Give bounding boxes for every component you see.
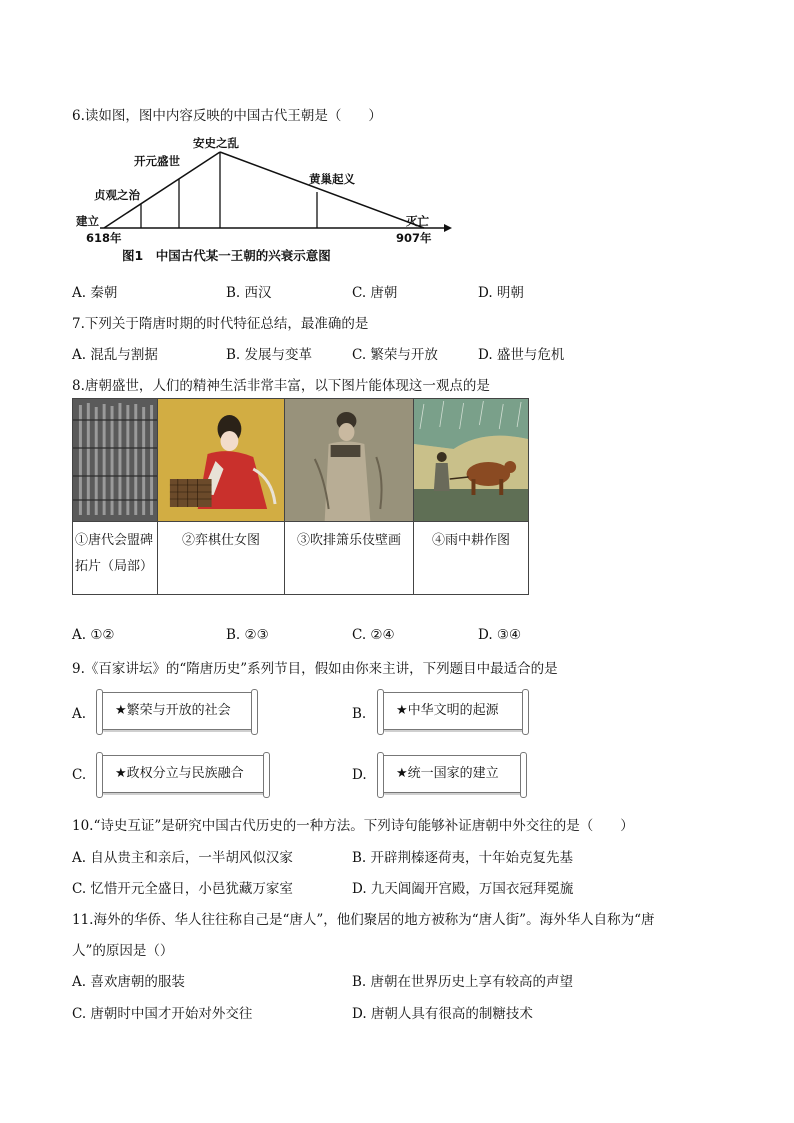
- q7-option-c[interactable]: C. 繁荣与开放: [352, 347, 438, 363]
- image-cell-4: [414, 399, 529, 522]
- q9-option-b-scroll[interactable]: ★中华文明的起源: [381, 692, 525, 730]
- question-11-stem-line2: 人”的原因是（）: [72, 943, 174, 959]
- q6-option-b[interactable]: B. 西汉: [226, 285, 272, 301]
- caption-4: ④雨中耕作图: [414, 522, 529, 595]
- label-huangchao: 黄巢起义: [309, 172, 355, 186]
- q9-option-d-letter[interactable]: D.: [352, 767, 367, 783]
- q8-option-d[interactable]: D. ③④: [478, 627, 522, 643]
- caption-3: ③吹排箫乐伎壁画: [285, 522, 414, 595]
- label-zhenguan: 贞观之治: [94, 188, 140, 202]
- q10-option-c[interactable]: C. 忆惜开元全盛日，小邑犹藏万家室: [72, 881, 293, 897]
- question-10-stem: 10.“诗史互证”是研究中国古代历史的一种方法。下列诗句能够补证唐朝中外交往的是（ ）: [72, 818, 634, 834]
- q9-option-c-letter[interactable]: C.: [72, 767, 87, 783]
- weiqi-lady-painting: [158, 399, 284, 521]
- q7-option-b[interactable]: B. 发展与变革: [226, 347, 313, 363]
- label-anshi: 安史之乱: [193, 136, 239, 150]
- timeline-arrowhead: [444, 224, 452, 232]
- question-9-stem: 9.《百家讲坛》的“隋唐历史”系列节目，假如由你来主讲，下列题目中最适合的是: [72, 661, 558, 677]
- caption-2: ②弈棋仕女图: [158, 522, 285, 595]
- label-jianli: 建立: [76, 214, 99, 228]
- q11-option-a[interactable]: A. 喜欢唐朝的服装: [72, 974, 185, 990]
- caption-1: ①唐代会盟碑拓片（局部）: [73, 522, 158, 595]
- stele-rubbing-image: [73, 399, 157, 521]
- question-8-stem: 8.唐朝盛世，人们的精神生活非常丰富，以下图片能体现这一观点的是: [72, 378, 490, 394]
- q6-option-d[interactable]: D. 明朝: [478, 285, 524, 301]
- label-miewang: 灭亡: [406, 214, 429, 228]
- panpipe-musician-mural: [285, 399, 413, 521]
- label-end-year: 907年: [396, 231, 432, 245]
- q8-option-a[interactable]: A. ①②: [72, 627, 115, 643]
- question-6-stem: 6.读如图，图中内容反映的中国古代王朝是（ ）: [72, 108, 382, 124]
- q9-option-c-scroll[interactable]: ★政权分立与民族融合: [100, 755, 266, 793]
- q9-option-a-letter[interactable]: A.: [72, 706, 87, 722]
- dynasty-rise-fall-diagram: [74, 132, 464, 268]
- image-table: [72, 398, 529, 595]
- q10-option-d[interactable]: D. 九天阊阖开宫殿，万国衣冠拜冕旒: [352, 881, 574, 897]
- label-start-year: 618年: [86, 231, 122, 245]
- question-7-stem: 7.下列关于隋唐时期的时代特征总结，最准确的是: [72, 316, 369, 332]
- q8-option-b[interactable]: B. ②③: [226, 627, 269, 643]
- q10-option-a[interactable]: A. 自从贵主和亲后，一半胡风似汉家: [72, 850, 293, 866]
- question-11-stem-line1: 11.海外的华侨、华人往往称自己是“唐人”，他们聚居的地方被称为“唐人街”。海外华人自称为“唐: [72, 912, 655, 928]
- q9-option-a-scroll[interactable]: ★繁荣与开放的社会: [100, 692, 254, 730]
- q11-option-b[interactable]: B. 唐朝在世界历史上享有较高的声望: [352, 974, 574, 990]
- decline-line: [220, 152, 424, 228]
- figure-caption: 图1 中国古代某一王朝的兴衰示意图: [122, 248, 331, 263]
- q9-option-b-letter[interactable]: B.: [352, 706, 367, 722]
- q7-option-a[interactable]: A. 混乱与割据: [72, 347, 158, 363]
- farming-in-rain-mural: [414, 399, 528, 521]
- q6-option-c[interactable]: C. 唐朝: [352, 285, 398, 301]
- q7-option-d[interactable]: D. 盛世与危机: [478, 347, 565, 363]
- image-cell-1: [73, 399, 158, 522]
- q10-option-b[interactable]: B. 开辟荆榛逐荷夷，十年始克复先基: [352, 850, 574, 866]
- q11-option-d[interactable]: D. 唐朝人具有很高的制糖技术: [352, 1006, 533, 1022]
- q8-option-c[interactable]: C. ②④: [352, 627, 395, 643]
- image-cell-3: [285, 399, 414, 522]
- label-kaiyuan: 开元盛世: [134, 154, 180, 168]
- q9-option-d-scroll[interactable]: ★统一国家的建立: [381, 755, 523, 793]
- q11-option-c[interactable]: C. 唐朝时中国才开始对外交往: [72, 1006, 253, 1022]
- image-cell-2: [158, 399, 285, 522]
- q6-option-a[interactable]: A. 秦朝: [72, 285, 118, 301]
